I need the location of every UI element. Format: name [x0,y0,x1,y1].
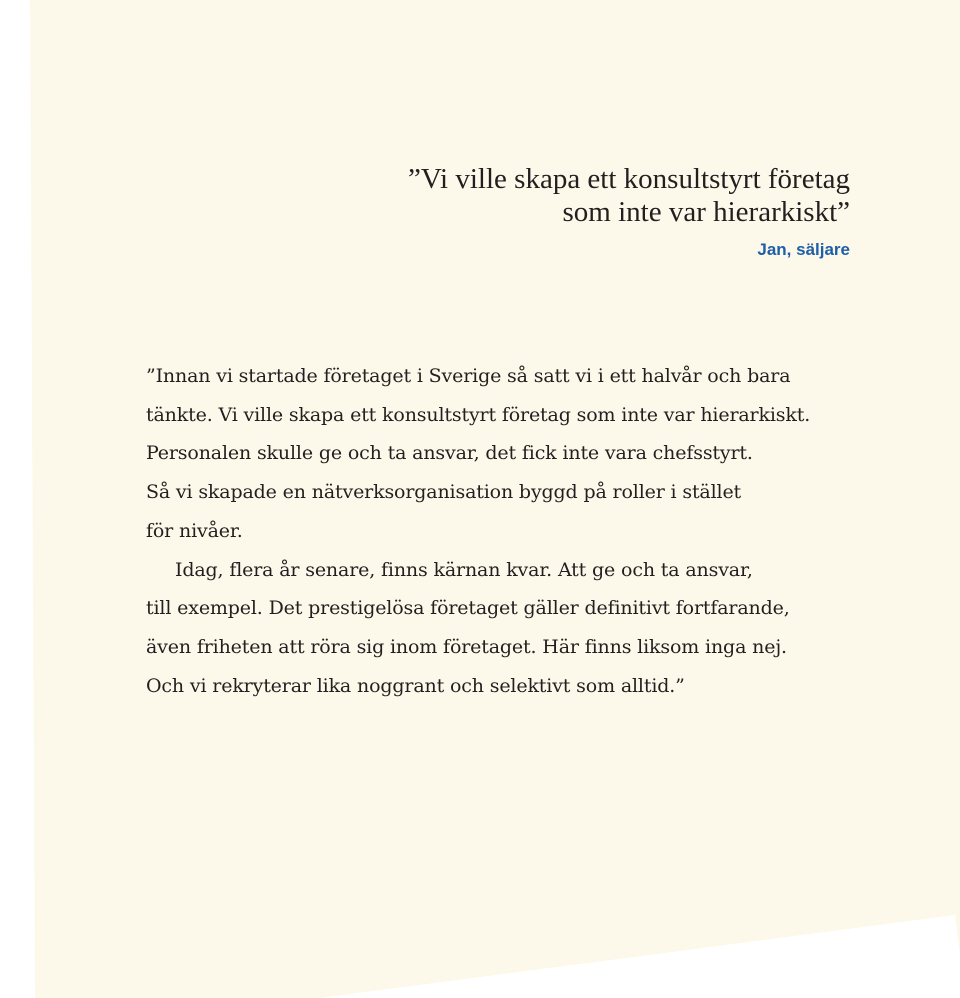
body-line: ”Innan vi startade företaget i Sverige så satt vi i ett halvår och bara [146,365,791,387]
body-line: Idag, flera år senare, finns kärnan kvar. Att ge och ta ansvar, [175,558,753,581]
pull-quote [408,163,850,229]
body-line: tänkte. Vi ville skapa ett konsultstyrt företag som inte var hierarkiskt. [146,403,811,426]
body-line: även friheten att röra sig inom företaget. Här finns liksom inga nej. [146,635,787,658]
body-line: Personalen skulle ge och ta ansvar, det fick inte vara chefsstyrt. [146,442,753,465]
body-line: Och vi rekryterar lika noggrant och selektivt som alltid.” [146,674,685,697]
pull-quote-line: som inte var hierarkiskt” [562,196,850,228]
pull-quote-line: ”Vi ville skapa ett konsultstyrt företag [407,163,850,195]
body-line: för nivåer. [146,519,243,542]
body-text [146,357,866,705]
body-line: till exempel. Det prestigelösa företaget gäller definitivt fortfarande, [146,597,790,620]
body-line: Så vi skapade en nätverksorganisation byggd på roller i stället [146,481,742,504]
quote-attribution: Jan, säljare [757,240,850,259]
